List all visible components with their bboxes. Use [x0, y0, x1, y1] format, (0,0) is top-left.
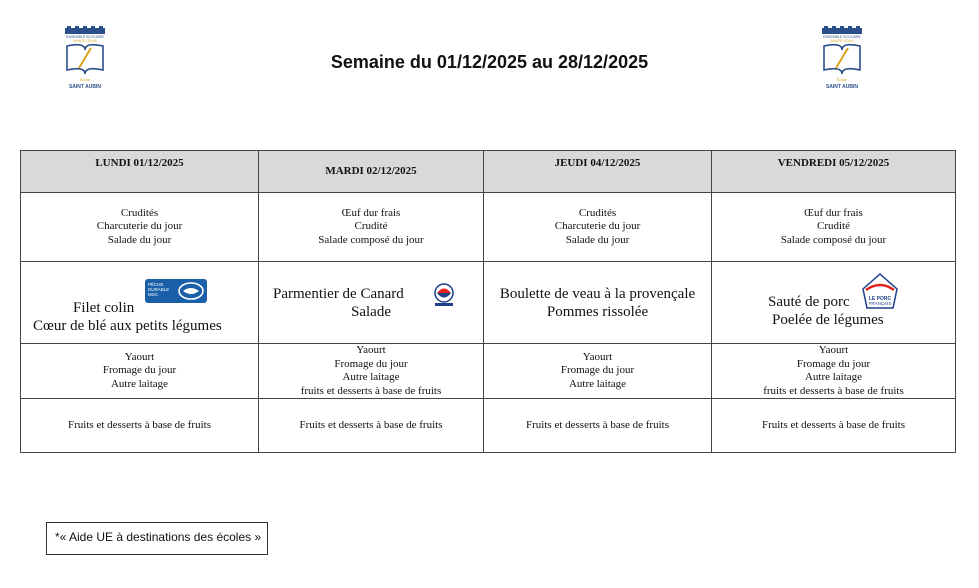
eu-aid-note: *« Aide UE à destinations des écoles » — [46, 522, 268, 555]
svg-text:FRANÇAIS: FRANÇAIS — [868, 301, 892, 306]
dessert-cell-friday: Fruits et desserts à base de fruits — [712, 399, 956, 453]
menu-item: Charcuterie du jour — [554, 220, 641, 233]
dessert-cell-thursday: Fruits et desserts à base de fruits — [484, 399, 712, 453]
day-header-tuesday: MARDI 02/12/2025 — [259, 151, 484, 193]
main-cell-monday — [21, 262, 259, 344]
menu-item: Salade composé du jour — [780, 233, 887, 246]
menu-item: Autre laitage — [110, 377, 169, 390]
menu-item: Yaourt — [582, 350, 613, 363]
main-cell-friday — [712, 262, 956, 344]
dairy-cell-friday — [712, 344, 956, 399]
dairy-cell-thursday — [484, 344, 712, 399]
dessert-row — [21, 399, 956, 453]
menu-item: Œuf dur frais — [804, 206, 863, 219]
menu-item: Fromage du jour — [102, 364, 177, 377]
menu-item: Autre laitage — [804, 371, 863, 383]
svg-text:PÊCHE: PÊCHE — [148, 282, 164, 287]
svg-text:LE PORC: LE PORC — [868, 296, 892, 302]
menu-item: Fromage du jour — [796, 357, 871, 370]
starter-row — [21, 193, 956, 262]
menu-item: Salade — [351, 303, 391, 320]
main-course-row — [21, 262, 956, 344]
menu-item: Salade du jour — [565, 233, 630, 246]
menu-item: Crudité — [817, 220, 850, 233]
day-header-thursday: JEUDI 04/12/2025 — [484, 151, 712, 193]
menu-item: Fromage du jour — [560, 364, 635, 377]
menu-item: Poelée de légumes — [772, 311, 884, 328]
svg-text:SAINTE ODILE: SAINTE ODILE — [829, 39, 855, 43]
menu-item: fruits et desserts à base de fruits — [300, 384, 442, 397]
menu-item: Œuf dur frais — [341, 206, 401, 219]
weekly-menu-table — [20, 150, 956, 453]
menu-item: fruits et desserts à base de fruits — [763, 384, 904, 397]
volaille-francaise-icon — [431, 282, 457, 308]
main-cell-thursday — [484, 262, 712, 344]
menu-item: Crudité — [354, 220, 388, 233]
menu-item: Fromage du jour — [334, 357, 408, 370]
svg-text:MSC: MSC — [148, 292, 158, 297]
msc-label-icon — [145, 279, 207, 303]
menu-item: Salade du jour — [107, 233, 172, 246]
logo-text-4: SAINT AUBIN — [68, 84, 102, 90]
starter-cell-thursday — [484, 193, 712, 262]
day-header-monday: LUNDI 01/12/2025 — [21, 151, 259, 193]
svg-text:École: École — [836, 77, 848, 82]
dairy-cell-monday — [21, 344, 259, 399]
menu-item: Yaourt — [818, 344, 849, 356]
page-title: Semaine du 01/12/2025 au 28/12/2025 — [330, 52, 649, 72]
menu-item: Charcuterie du jour — [96, 220, 183, 233]
menu-item: Yaourt — [356, 344, 386, 356]
starter-cell-friday — [712, 193, 956, 262]
menu-item: Boulette de veau à la provençale — [499, 285, 696, 302]
menu-item: Filet colin — [73, 299, 135, 316]
starter-cell-monday — [21, 193, 259, 262]
le-porc-francais-icon — [860, 272, 900, 312]
dessert-cell-monday: Fruits et desserts à base de fruits — [21, 399, 259, 453]
logo-text-2: SAINTE ODILE — [72, 39, 98, 43]
day-header-friday: VENDREDI 05/12/2025 — [712, 151, 956, 193]
svg-text:ENSEMBLE SCOLAIRE: ENSEMBLE SCOLAIRE — [823, 35, 861, 39]
day-header-row — [21, 151, 956, 193]
svg-text:SAINT AUBIN: SAINT AUBIN — [825, 84, 859, 90]
dessert-cell-tuesday: Fruits et desserts à base de fruits — [259, 399, 484, 453]
menu-item: Yaourt — [124, 350, 155, 363]
menu-item: Crudités — [578, 206, 617, 219]
menu-item: Crudités — [120, 206, 159, 219]
dairy-cell-tuesday — [259, 344, 484, 399]
svg-text:DURABLE: DURABLE — [148, 287, 170, 292]
menu-item: Autre laitage — [568, 377, 627, 390]
menu-item: Cœur de blé aux petits légumes — [33, 317, 222, 334]
menu-item: Pommes rissolée — [546, 303, 649, 320]
menu-item: Parmentier de Canard — [273, 285, 404, 302]
logo-text-1: ENSEMBLE SCOLAIRE — [66, 35, 104, 39]
dairy-row — [21, 344, 956, 399]
menu-item: Salade composé du jour — [318, 233, 424, 246]
starter-cell-tuesday — [259, 193, 484, 262]
menu-item: Autre laitage — [342, 371, 400, 383]
main-cell-tuesday — [259, 262, 484, 344]
logo-text-3: École — [79, 77, 91, 82]
menu-item: Sauté de porc — [768, 293, 850, 310]
